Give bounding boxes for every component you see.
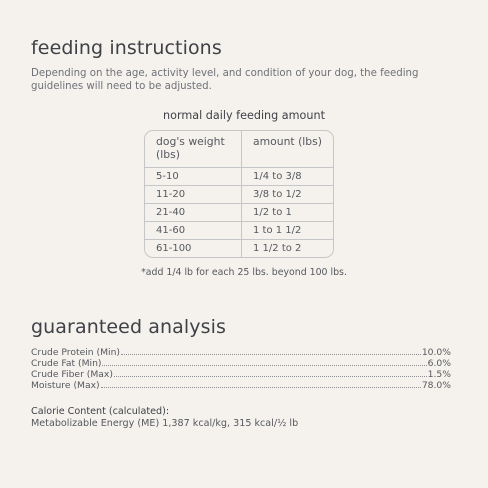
feeding-intro-text: Depending on the age, activity level, and condition of your dog, the feeding guidelines will need to be adjusted. [31,68,419,92]
analysis-value: 1.5% [427,369,451,380]
feeding-footnote: *add 1/4 lb for each 25 lbs. beyond 100 lbs. [141,267,347,278]
feeding-table-title: normal daily feeding amount [163,109,325,122]
analysis-row [31,369,451,380]
header-dog-weight: dog's weight (lbs) [145,131,242,167]
dot-leader [101,380,421,388]
table-row [145,186,333,204]
weight-cell: 41-60 [145,222,242,239]
dot-leader [121,347,421,355]
guaranteed-analysis-title: guaranteed analysis [31,316,226,338]
analysis-label: Crude Fiber (Max) [31,369,113,380]
analysis-label: Crude Protein (Min) [31,347,121,358]
analysis-row [31,347,451,358]
analysis-value: 6.0% [427,358,451,369]
table-row [145,222,333,240]
weight-cell: 11-20 [145,186,242,203]
feeding-instructions-title: feeding instructions [31,37,222,59]
feeding-table-header [145,131,333,168]
weight-cell: 21-40 [145,204,242,221]
analysis-row [31,358,451,369]
analysis-label: Moisture (Max) [31,380,100,391]
amount-cell: 3/8 to 1/2 [253,189,302,200]
feeding-table [144,130,334,258]
analysis-label: Crude Fat (Min) [31,358,102,369]
analysis-value: 78.0% [421,380,451,391]
weight-cell: 5-10 [145,168,242,185]
amount-cell: 1/2 to 1 [253,207,292,218]
header-amount: amount (lbs) [253,135,322,148]
table-row [145,240,333,258]
calorie-content-title: Calorie Content (calculated): [31,406,170,417]
analysis-row [31,380,451,391]
table-row [145,168,333,186]
amount-cell: 1 1/2 to 2 [253,243,302,254]
weight-cell: 61-100 [145,240,242,258]
dot-leader [102,358,426,366]
dot-leader [114,369,427,377]
amount-cell: 1/4 to 3/8 [253,171,302,182]
calorie-content-value: Metabolizable Energy (ME) 1,387 kcal/kg, 315 kcal/½ lb [31,418,299,429]
analysis-value: 10.0% [421,347,451,358]
amount-cell: 1 to 1 1/2 [253,225,302,236]
table-row [145,204,333,222]
analysis-list [31,347,451,391]
